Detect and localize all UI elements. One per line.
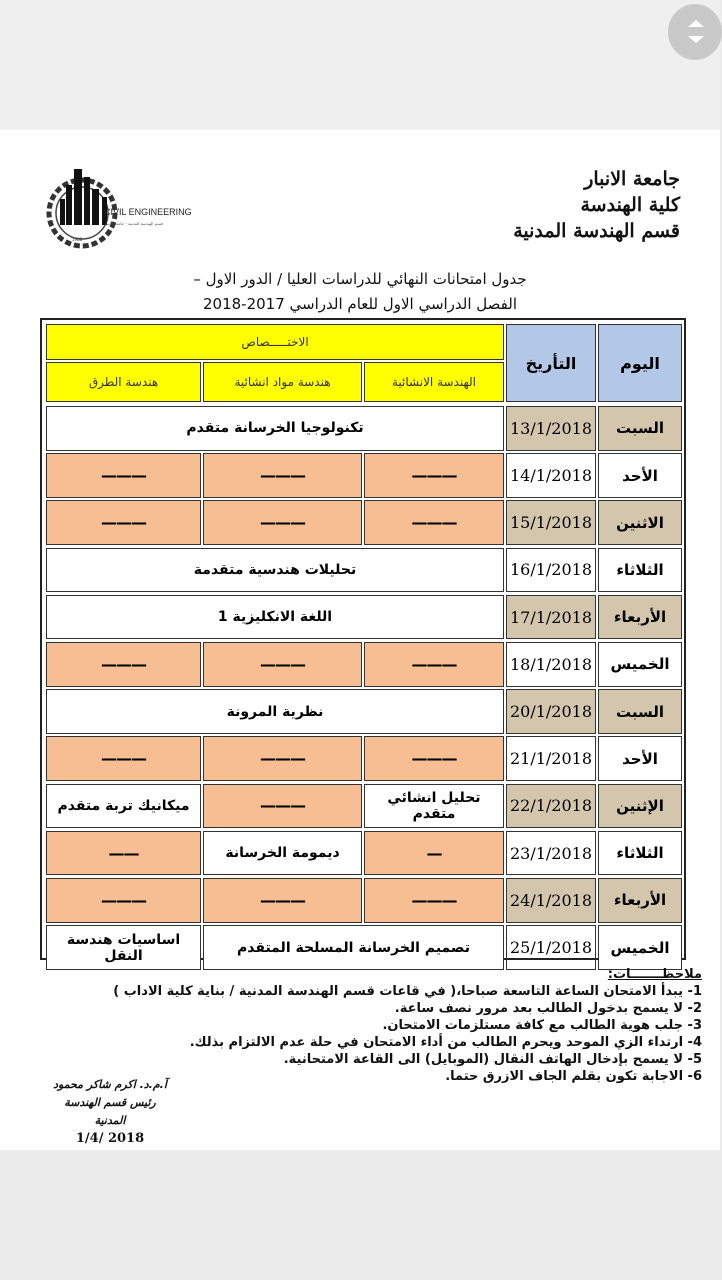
- chevron-up-icon: [688, 20, 704, 27]
- logo-title: CIVIL ENGINEERING: [104, 207, 192, 217]
- notes-section: [62, 966, 702, 1085]
- notes-title: ملاحظـــــــات:: [607, 967, 702, 982]
- logo-year: 1988: [72, 237, 83, 242]
- schedule-title-line1: جدول امتحانات النهائي للدراسات العليا / الدور الاول –: [193, 270, 527, 288]
- row-cell-structural: ———: [364, 453, 504, 498]
- row-date: 14/1/2018: [506, 453, 596, 498]
- row-cell-materials: ديمومة الخرسانة: [203, 831, 362, 876]
- row-cell-highways: ———: [46, 878, 201, 923]
- row-day: السبت: [598, 689, 682, 734]
- institution-header: [513, 166, 680, 244]
- logo-subtitle: قسم الهندسة المدنية - جامعة الانبار: [104, 221, 163, 226]
- row-cell-highways: ———: [46, 736, 201, 781]
- row-cell-highways: ميكانيك تربة متقدم: [46, 784, 201, 829]
- row-exam-all-specs: تكنولوجيا الخرسانة متقدم: [46, 406, 504, 451]
- row-date: 17/1/2018: [506, 595, 596, 640]
- spec-header-highways: هندسة الطرق: [46, 362, 201, 402]
- signature-date: 2018 /1/4: [75, 1131, 145, 1146]
- note-item: 3- جلب هوية الطالب مع كافة مستلزمات الامتحان.: [382, 1018, 702, 1033]
- note-item: 6- الاجابة تكون بقلم الجاف الازرق حتما.: [445, 1069, 702, 1084]
- row-day: الثلاثاء: [598, 548, 682, 593]
- note-item: 1- يبدأ الامتحان الساعة التاسعة صباحا،( في قاعات قسم الهندسة المدنية / بناية كلية الاداب ): [113, 984, 702, 999]
- college-name: كلية الهندسة: [580, 194, 680, 216]
- note-item: 2- لا يسمح بدخول الطالب بعد مرور نصف ساعة.: [394, 1001, 702, 1016]
- row-cell-materials: ———: [203, 500, 362, 545]
- row-exam-highways: اساسيات هندسة النقل: [46, 925, 201, 970]
- note-item: 4- ارتداء الزي الموحد ويحرم الطالب من أداء الامتحان في حلة عدم الالتزام بذلك.: [189, 1035, 702, 1050]
- civil-engineering-logo: [46, 163, 192, 253]
- row-cell-highways: ———: [46, 453, 201, 498]
- row-day: الثلاثاء: [598, 831, 682, 876]
- row-cell-materials: ———: [203, 642, 362, 687]
- row-day: الأربعاء: [598, 878, 682, 923]
- row-exam-all-specs: نظرية المرونة: [46, 689, 504, 734]
- department-name: قسم الهندسة المدنية: [513, 220, 680, 242]
- row-date: 24/1/2018: [506, 878, 596, 923]
- row-cell-materials: ———: [203, 453, 362, 498]
- row-day: الأحد: [598, 453, 682, 498]
- document-page: [0, 130, 720, 1150]
- row-exam-all-specs: اللغة الانكليزية 1: [46, 595, 504, 640]
- row-date: 23/1/2018: [506, 831, 596, 876]
- row-date: 21/1/2018: [506, 736, 596, 781]
- spec-header-materials: هندسة مواد انشائية: [203, 362, 362, 402]
- row-day: الاثنين: [598, 500, 682, 545]
- viewer-top-bar: [0, 0, 720, 130]
- row-cell-structural: تحليل انشائي متقدم: [364, 784, 504, 829]
- row-cell-structural: ———: [364, 642, 504, 687]
- row-date: 22/1/2018: [506, 784, 596, 829]
- row-cell-materials: ———: [203, 784, 362, 829]
- row-day: الخميس: [598, 642, 682, 687]
- signatory-role: رئيس قسم الهندسة المدنية: [64, 1096, 156, 1127]
- row-day: الإثنين: [598, 784, 682, 829]
- viewer-bottom-area: [0, 1150, 720, 1280]
- row-cell-structural: ———: [364, 878, 504, 923]
- signatory-name: آ.م.د. اكرم شاكر محمود: [53, 1078, 167, 1091]
- row-date: 18/1/2018: [506, 642, 596, 687]
- university-name: جامعة الانبار: [584, 168, 680, 190]
- note-item: 5- لا يسمح بإدخال الهاتف النقال (الموبايل) الى القاعة الامتحانية.: [283, 1052, 702, 1067]
- chevron-down-icon: [688, 36, 704, 43]
- specialization-header: الاختـــــصاص: [46, 324, 504, 360]
- page-scroll-button[interactable]: [668, 4, 722, 60]
- exam-schedule-table: [40, 318, 686, 964]
- row-exam-wide: تصميم الخرسانة المسلحة المتقدم: [203, 925, 504, 970]
- row-cell-highways: ———: [46, 500, 201, 545]
- row-day: الخميس: [598, 925, 682, 970]
- signature-block: [50, 1076, 170, 1148]
- row-cell-highways: ———: [46, 642, 201, 687]
- day-column-header: اليوم: [598, 324, 682, 402]
- row-day: الأربعاء: [598, 595, 682, 640]
- row-date: 25/1/2018: [506, 925, 596, 970]
- row-date: 16/1/2018: [506, 548, 596, 593]
- row-cell-structural: ———: [364, 736, 504, 781]
- row-date: 20/1/2018: [506, 689, 596, 734]
- date-column-header: التأريخ: [506, 324, 596, 402]
- row-cell-materials: ———: [203, 736, 362, 781]
- row-cell-materials: ———: [203, 878, 362, 923]
- row-cell-structural: ———: [364, 500, 504, 545]
- row-day: السبت: [598, 406, 682, 451]
- row-cell-structural: —: [364, 831, 504, 876]
- row-exam-all-specs: تحليلات هندسية متقدمة: [46, 548, 504, 593]
- row-cell-highways: ——: [46, 831, 201, 876]
- row-day: الأحد: [598, 736, 682, 781]
- spec-header-structural: الهندسة الانشائية: [364, 362, 504, 402]
- row-date: 13/1/2018: [506, 406, 596, 451]
- schedule-title-line2: الفصل الدراسي الاول للعام الدراسي 2017-2018: [202, 295, 517, 313]
- row-date: 15/1/2018: [506, 500, 596, 545]
